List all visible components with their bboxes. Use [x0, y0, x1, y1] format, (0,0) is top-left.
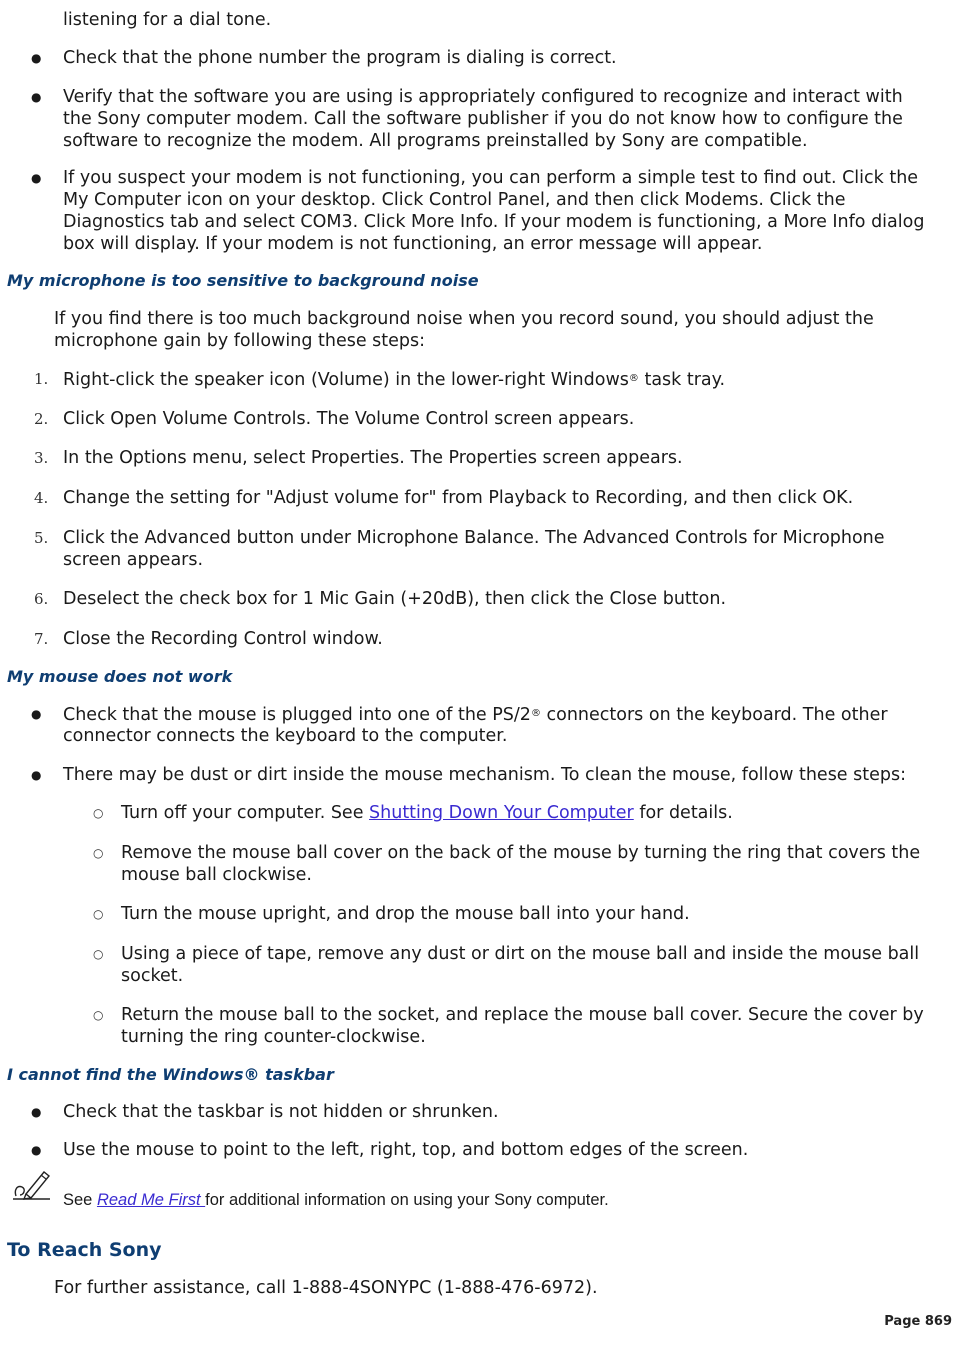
- section-heading-microphone: My microphone is too sensitive to background noise: [7, 271, 479, 290]
- bullet-icon: ●: [31, 90, 42, 104]
- bullet-icon: ●: [31, 1143, 42, 1157]
- step-number: 6.: [34, 590, 49, 608]
- mouse-substep-4-line: Using a piece of tape, remove any dust or dirt on the mouse ball and inside the mouse ball: [121, 944, 920, 964]
- bullet-icon: ●: [31, 171, 42, 185]
- mouse-substep-5-line: turning the ring counter-clockwise.: [121, 1027, 426, 1047]
- registered-mark: ®: [530, 708, 541, 719]
- taskbar-bullet-1: Check that the taskbar is not hidden or shrunken.: [63, 1102, 499, 1122]
- modem-bullet-1: Check that the phone number the program is dialing is correct.: [63, 48, 617, 68]
- mic-intro-line: If you find there is too much background noise when you record sound, you should adjust the: [54, 309, 874, 329]
- mic-step-6: Deselect the check box for 1 Mic Gain (+20dB), then click the Close button.: [63, 589, 727, 609]
- step-number: 7.: [34, 630, 49, 648]
- shutting-down-link[interactable]: Shutting Down Your Computer: [369, 803, 634, 823]
- circle-bullet-icon: ○: [93, 806, 104, 820]
- modem-bullet-3-line: Diagnostics tab and select COM3. Click More Info. If your modem is functioning, a More Info dialog: [63, 212, 925, 232]
- step-number: 1.: [34, 370, 49, 388]
- taskbar-bullet-2: Use the mouse to point to the left, right, top, and bottom edges of the screen.: [63, 1140, 749, 1160]
- bullet-icon: ●: [31, 768, 42, 782]
- mouse-substep-5-line: Return the mouse ball to the socket, and replace the mouse ball cover. Secure the cover by: [121, 1005, 924, 1025]
- bullet-icon: ●: [31, 51, 42, 65]
- step-number: 3.: [34, 449, 49, 467]
- modem-bullet-2-line: the Sony computer modem. Call the software publisher if you do not know how to configure the: [63, 109, 903, 129]
- mic-step-4: Change the setting for "Adjust volume for" from Playback to Recording, and then click OK.: [63, 488, 854, 508]
- section-heading-taskbar: I cannot find the Windows® taskbar: [7, 1065, 334, 1084]
- mouse-substep-3: Turn the mouse upright, and drop the mouse ball into your hand.: [121, 904, 690, 924]
- mouse-bullet-2: There may be dust or dirt inside the mouse mechanism. To clean the mouse, follow these steps:: [63, 765, 907, 785]
- modem-continued-text: listening for a dial tone.: [63, 10, 272, 30]
- modem-bullet-2-line: Verify that the software you are using is appropriately configured to recognize and interact with: [63, 87, 903, 107]
- mic-step-5-line: Click the Advanced button under Microphone Balance. The Advanced Controls for Microphone: [63, 528, 885, 548]
- circle-bullet-icon: ○: [93, 947, 104, 961]
- page-number: Page 869: [884, 1314, 952, 1329]
- read-me-first-link[interactable]: Read Me First: [96, 1191, 206, 1209]
- circle-bullet-icon: ○: [93, 907, 104, 921]
- modem-bullet-2-line: software to recognize the modem. All programs preinstalled by Sony are compatible.: [63, 131, 808, 151]
- step-number: 2.: [34, 410, 49, 428]
- mic-step-2: Click Open Volume Controls. The Volume Control screen appears.: [63, 409, 635, 429]
- section-heading-mouse: My mouse does not work: [7, 667, 233, 686]
- modem-bullet-3-line: If you suspect your modem is not functioning, you can perform a simple test to find out. Click the: [63, 168, 919, 188]
- bullet-icon: ●: [31, 1105, 42, 1119]
- note-text: See Read Me First for additional information on using your Sony computer.: [63, 1191, 609, 1209]
- circle-bullet-icon: ○: [93, 1008, 104, 1022]
- mic-step-7: Close the Recording Control window.: [63, 629, 383, 649]
- modem-bullet-3-line: My Computer icon on your desktop. Click Control Panel, and then click Modems. Click the: [63, 190, 846, 210]
- note-pencil-icon: [10, 1168, 54, 1204]
- mic-step-3: In the Options menu, select Properties. The Properties screen appears.: [63, 448, 683, 468]
- reach-sony-text: For further assistance, call 1-888-4SONYPC (1-888-476-6972).: [54, 1278, 598, 1298]
- modem-bullet-3-line: box will display. If your modem is not functioning, an error message will appear.: [63, 234, 763, 254]
- step-number: 4.: [34, 489, 49, 507]
- mic-intro-line: microphone gain by following these steps:: [54, 331, 426, 351]
- mouse-substep-2-line: Remove the mouse ball cover on the back of the mouse by turning the ring that covers the: [121, 843, 921, 863]
- registered-mark: ®: [628, 373, 639, 384]
- mouse-substep-1: Turn off your computer. See Shutting Down Your Computer for details.: [121, 803, 733, 823]
- mouse-substep-2-line: mouse ball clockwise.: [121, 865, 312, 885]
- mic-step-5-line: screen appears.: [63, 550, 204, 570]
- mic-step-1: Right-click the speaker icon (Volume) in the lower-right Windows® task tray.: [63, 370, 726, 390]
- mouse-substep-4-line: socket.: [121, 966, 184, 986]
- step-number: 5.: [34, 529, 49, 547]
- section-heading-reach-sony: To Reach Sony: [7, 1239, 162, 1261]
- circle-bullet-icon: ○: [93, 846, 104, 860]
- bullet-icon: ●: [31, 707, 42, 721]
- mouse-bullet-1-line: connector connects the keyboard to the computer.: [63, 726, 508, 746]
- mouse-bullet-1-line: Check that the mouse is plugged into one of the PS/2® connectors on the keyboard. The other: [63, 705, 888, 725]
